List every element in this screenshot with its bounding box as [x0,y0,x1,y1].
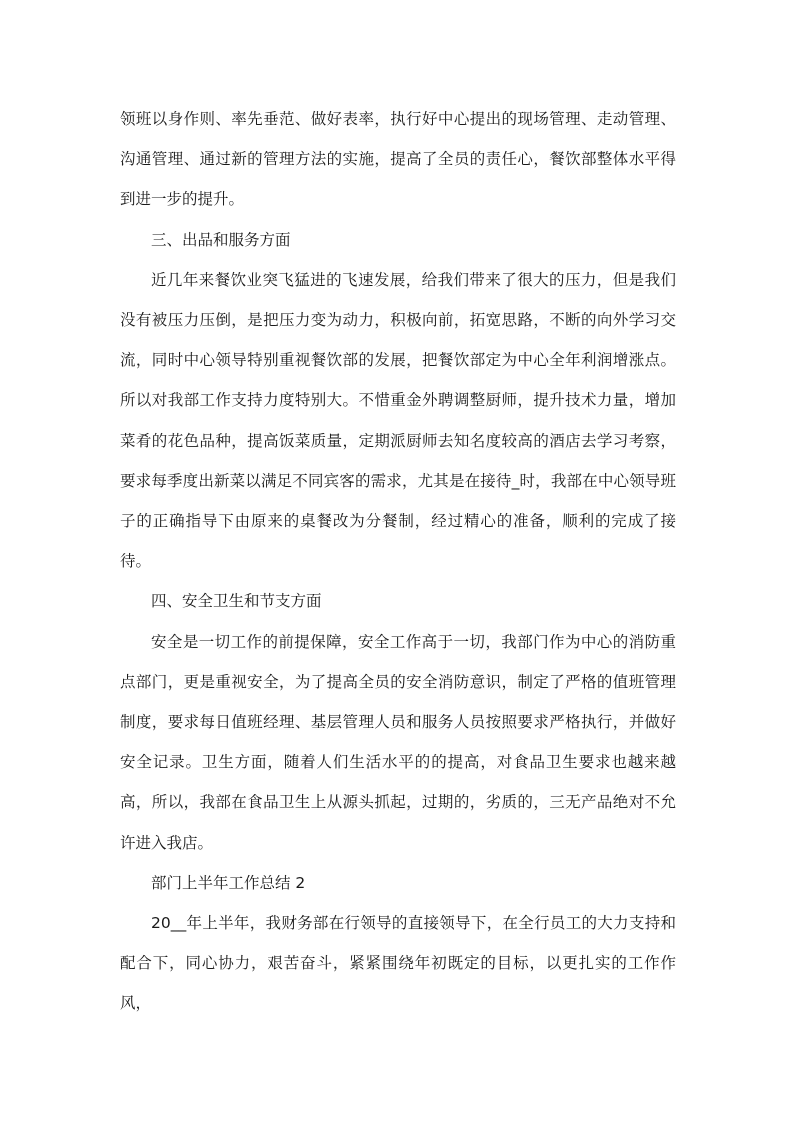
document-body [120,99,676,1024]
heading-safety-hygiene: 四、安全卫生和节支方面 [151,592,322,611]
paragraph-safety-hygiene: 安全是一切工作的前提保障，安全工作高于一切，我部门作为中心的消防重点部门，更是重视安全，为了提高全员的安全消防意识，制定了严格的值班管理制度，要求每日值班经理、基层管理人员和服务人员按照要求严格执行，并做好安全记录。卫生方面，随着人们生活水平的的提高，对食品卫生要求也越来越高，所以，我部在食品卫生上从源头抓起，过期的，劣质的，三无产品绝对不允许进入我店。 [120,632,676,852]
paragraph-finance: 20__年上半年，我财务部在行领导的直接领导下，在全行员工的大力支持和配合下，同心协力，艰苦奋斗，紧紧围绕年初既定的目标，以更扎实的工作作风， [120,914,676,1013]
heading-products-service: 三、出品和服务方面 [151,230,291,249]
heading-summary-2: 部门上半年工作总结 2 [151,873,306,892]
paragraph-products-service: 近几年来餐饮业突飞猛进的飞速发展，给我们带来了很大的压力，但是我们没有被压力压倒，是把压力变为动力，积极向前，拓宽思路，不断的向外学习交流，同时中心领导特别重视餐饮部的发展，把餐饮部定为中心全年利润增涨点。所以对我部工作支持力度特别大。不惜重金外聘调整厨师，提升技术力量，增加菜肴的花色品种，提高饭菜质量，定期派厨师去知名度较高的酒店去学习考察，要求每季度出新菜以满足不同宾客的需求，尤其是在接待_时，我部在中心领导班子的正确指导下由原来的桌餐改为分餐制，经过精心的准备，顺利的完成了接待。 [120,270,676,571]
paragraph-leadership: 领班以身作则、率先垂范、做好表率，执行好中心提出的现场管理、走动管理、沟通管理、通过新的管理方法的实施，提高了全员的责任心，餐饮部整体水平得到进一步的提升。 [120,110,676,209]
